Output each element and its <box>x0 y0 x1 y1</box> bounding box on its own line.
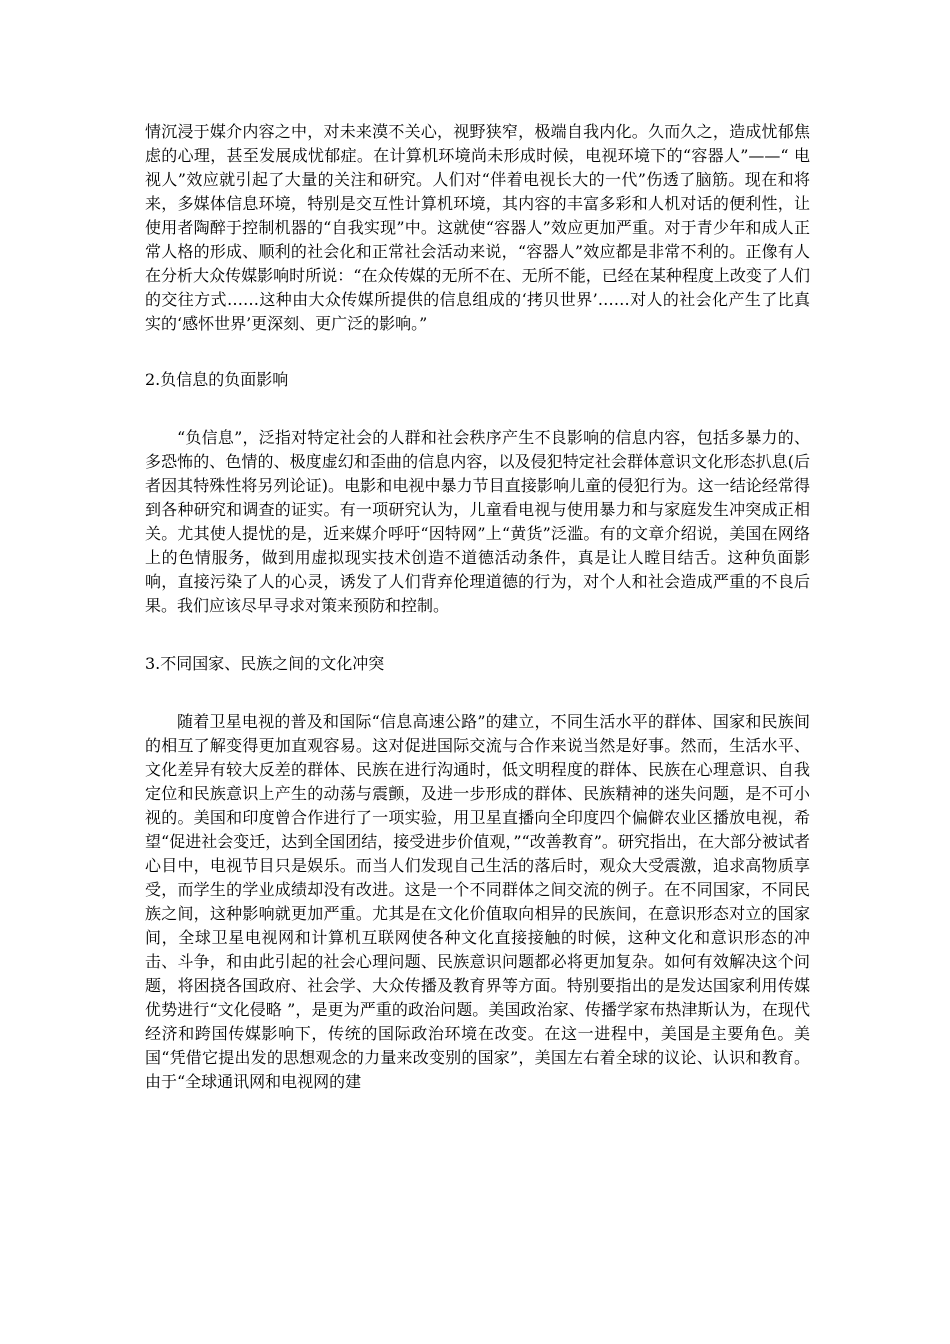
paragraph-negative-information: “负信息”，泛指对特定社会的人群和社会秩序产生不良影响的信息内容，包括多暴力的、多恐怖的、色情的、极度虚幻和歪曲的信息内容，以及侵犯特定社会群体意识文化形态扒息(后者因其特殊性将另列论证)。电影和电视中暴力节目直接影响儿童的侵犯行为。这一结论经常得到各种研究和调查的证实。有一项研究认为，儿童看电视与使用暴力和与家庭发生冲突成正相关。尤其使人提忧的是，近来媒介呼吁“因特网”上“黄货”泛滥。有的文章介绍说，美国在网络上的色情服务，做到用虚拟现实技术创造不道德活动条件，真是让人瞠目结舌。这种负面影响，直接污染了人的心灵，诱发了人们背弃伦理道德的行为，对个人和社会造成严重的不良后果。我们应该尽早寻求对策来预防和控制。 <box>145 428 810 615</box>
paragraph-continuation: 情沉浸于媒介内容之中，对未来漠不关心，视野狭窄，极端自我内化。久而久之，造成忧郁焦虑的心理，甚至发展成忧郁症。在计算机环境尚未形成时候，电视环境下的“容器人”——“ 电视人”效应就引起了大量的关注和研究。人们对“伴着电视长大的一代”伤透了脑筋。现在和将来，多媒体信息环境，特别是交互性计算机环境，其内容的丰富多彩和人机对话的便利性，让使用者陶醉于控制机器的“自我实现”中。这就使“容器人”效应更加严重。对于青少年和成人正常人格的形成、顺利的社会化和正常社会活动来说，“容器人”效应都是非常不利的。正像有人在分析大众传媒影响时所说：“在众传媒的无所不在、无所不能，已经在某种程度上改变了人们的交往方式……这种由大众传媒所提供的信息组成的‘拷贝世界’……对人的社会化产生了比真实的‘感怀世界’更深刻、更广泛的影响。” <box>145 122 810 333</box>
paragraph-spacer <box>145 618 810 652</box>
section-heading-cultural-conflict: 3.不同国家、民族之间的文化冲突 <box>145 654 385 673</box>
heading-spacer <box>145 676 810 710</box>
paragraph-spacer <box>145 336 810 368</box>
document-body <box>145 120 810 1094</box>
heading-spacer <box>145 392 810 426</box>
section-heading-negative-information: 2.负信息的负面影响 <box>145 370 289 389</box>
paragraph-cultural-conflict: 随着卫星电视的普及和国际“信息高速公路”的建立，不同生活水平的群体、国家和民族间的相互了解变得更加直观容易。这对促进国际交流与合作来说当然是好事。然而，生活水平、文化差异有较大反差的群体、民族在进行沟通时，低文明程度的群体、民族在心理意识、自我定位和民族意识上产生的动荡与震颤，及进一步形成的群体、民族精神的迷失问题，是不可小视的。美国和印度曾合作进行了一项实验，用卫星直播向全印度四个偏僻农业区播放电视，希望“促进社会变迁，达到全国团结，接受进步价值观，”“改善教育”。研究指出，在大部分被试者心目中，电视节目只是娱乐。而当人们发现自己生活的落后时，观众大受震激，追求高物质享受，而学生的学业成绩却没有改进。这是一个不同群体之间交流的例子。在不同国家，不同民族之间，这种影响就更加严重。尤其是在文化价值取向相异的民族间，在意识形态对立的国家间，全球卫星电视网和计算机互联网使各种文化直接接触的时候，这种文化和意识形态的冲击、斗争，和由此引起的社会心理问题、民族意识问题都必将更加复杂。如何有效解决这个问题，将困挠各国政府、社会学、大众传播及教育界等方面。特别要指出的是发达国家利用传媒优势进行“文化侵略 ”，是更为严重的政治问题。美国政治家、传播学家布热津斯认为，在现代经济和跨国传媒影响下，传统的国际政治环境在改变。在这一进程中，美国是主要角色。美国“凭借它提出发的思想观念的力量来改变别的国家”，美国左右着全球的议论、认识和教育。由于“全球通讯网和电视网的建 <box>145 712 810 1091</box>
